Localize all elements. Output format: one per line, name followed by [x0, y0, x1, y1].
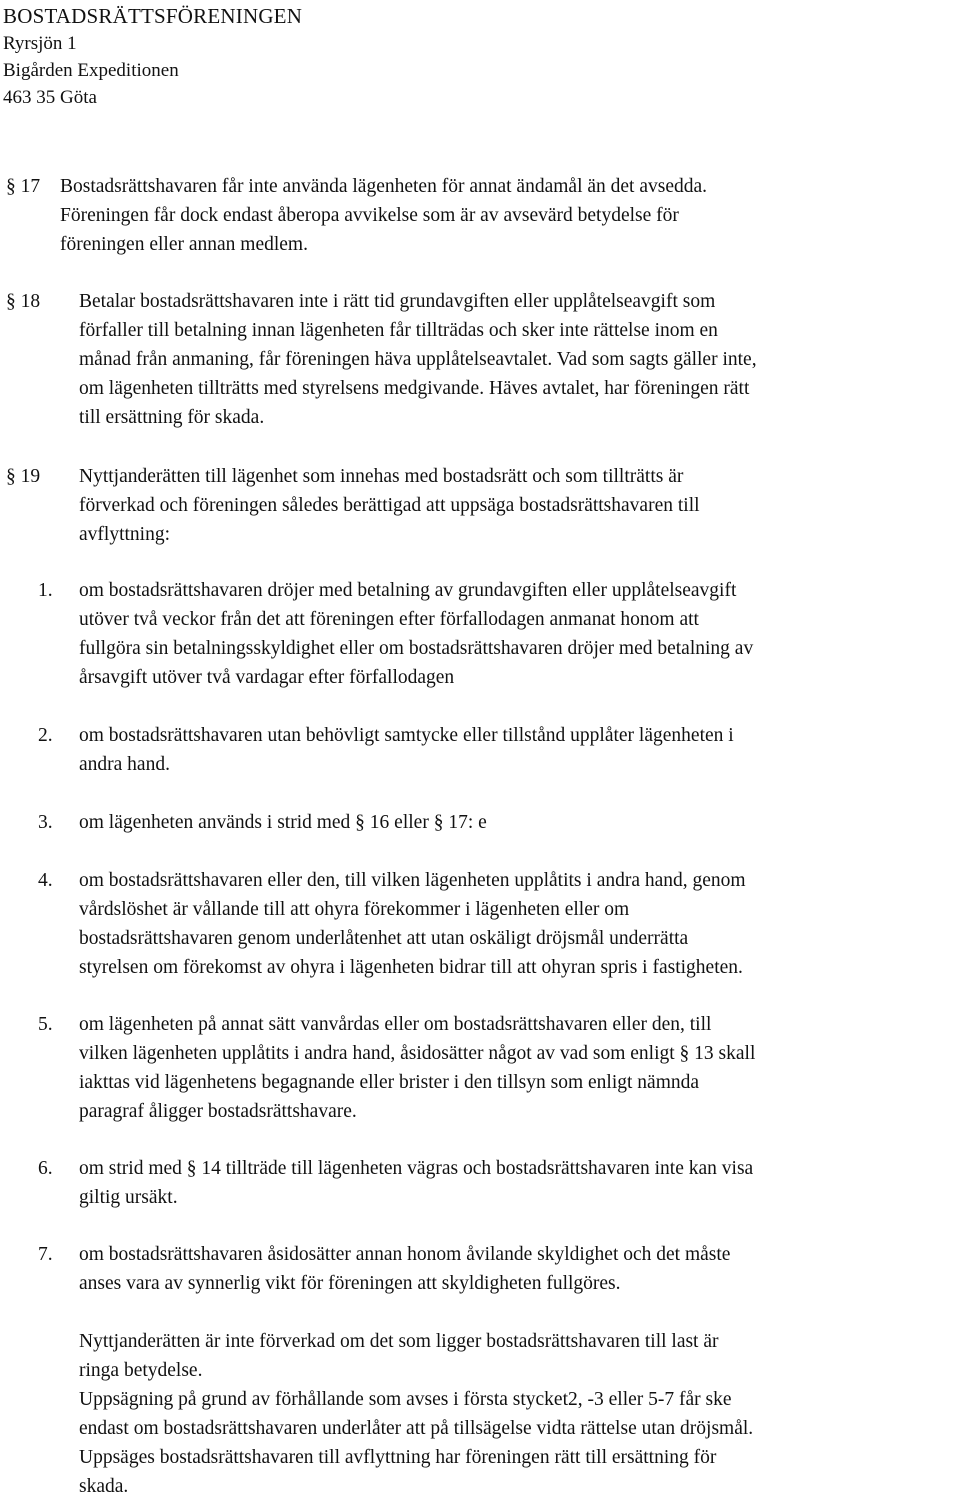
- section-label: § 19: [6, 466, 41, 487]
- text-line: andra hand.: [79, 754, 170, 775]
- text-line: endast om bostadsrättshavaren underlåter att på tillsägelse vidta rättelse utan dröjsmål.: [79, 1418, 754, 1439]
- text-line: förverkad och föreningen således berättigad att uppsäga bostadsrättshavaren till: [79, 495, 700, 516]
- text-line: iakttas vid lägenhetens begagnande eller brister i den tillsyn som enligt nämnda: [79, 1072, 700, 1093]
- item-number: 5.: [38, 1014, 53, 1035]
- text-line: om bostadsrättshavaren eller den, till vilken lägenheten upplåtits i andra hand, genom: [79, 870, 746, 891]
- address-line: 463 35 Göta: [3, 87, 97, 108]
- text-line: bostadsrättshavaren genom underlåtenhet att utan oskäligt dröjsmål underrätta: [79, 928, 689, 949]
- text-line: om bostadsrättshavaren dröjer med betalning av grundavgiften eller upplåtelseavgift: [79, 580, 737, 601]
- item-text: [79, 808, 951, 837]
- section-text: [79, 287, 951, 432]
- text-line: om lägenheten används i strid med § 16 eller § 17: e: [79, 812, 487, 833]
- text-line: giltig ursäkt.: [79, 1187, 178, 1208]
- text-line: anses vara av synnerlig vikt för föreningen att skyldigheten fullgöres.: [79, 1273, 621, 1294]
- text-line: förfaller till betalning innan lägenheten får tillträdas och sker inte rättelse inom en: [79, 320, 718, 341]
- text-line: fullgöra sin betalningsskyldighet eller om bostadsrättshavaren dröjer med betalning av: [79, 638, 754, 659]
- text-line: föreningen eller annan medlem.: [60, 234, 308, 255]
- section-text: [60, 172, 932, 259]
- section-label: § 17: [6, 176, 41, 197]
- item-text: [79, 866, 951, 982]
- closing-paragraph: [79, 1443, 951, 1501]
- text-line: till ersättning för skada.: [79, 407, 265, 428]
- section-text: [79, 462, 951, 549]
- text-line: årsavgift utöver två vardagar efter förfallodagen: [79, 667, 455, 688]
- closing-paragraph: [79, 1327, 951, 1385]
- item-number: 7.: [38, 1244, 53, 1265]
- text-line: Bostadsrättshavaren får inte använda lägenheten för annat ändamål än det avsedda.: [60, 176, 708, 197]
- text-line: avflyttning:: [79, 524, 170, 545]
- text-line: vilken lägenheten upplåtits i andra hand, åsidosätter något av vad som enligt § 13 skall: [79, 1043, 756, 1064]
- item-text: [79, 1010, 951, 1126]
- text-line: Betalar bostadsrättshavaren inte i rätt tid grundavgiften eller upplåtelseavgift som: [79, 291, 716, 312]
- text-line: Uppsäges bostadsrättshavaren till avflyttning har föreningen rätt till ersättning för: [79, 1447, 717, 1468]
- text-line: Föreningen får dock endast åberopa avvikelse som är av avsevärd betydelse för: [60, 205, 679, 226]
- text-line: ringa betydelse.: [79, 1360, 203, 1381]
- text-line: Uppsägning på grund av förhållande som avses i första stycket2, -3 eller 5-7 får ske: [79, 1389, 732, 1410]
- text-line: Nyttjanderätten är inte förverkad om det som ligger bostadsrättshavaren till last är: [79, 1331, 719, 1352]
- text-line: om lägenheten tillträtts med styrelsens medgivande. Häves avtalet, har föreningen rätt: [79, 378, 750, 399]
- text-line: vårdslöshet är vållande till att ohyra förekommer i lägenheten eller om: [79, 899, 630, 920]
- item-number: 3.: [38, 812, 53, 833]
- item-number: 6.: [38, 1158, 53, 1179]
- item-text: [79, 1154, 951, 1212]
- item-number: 2.: [38, 725, 53, 746]
- address-line: Ryrsjön 1: [3, 33, 77, 54]
- item-text: [79, 1240, 951, 1298]
- item-text: [79, 576, 951, 692]
- letterhead: [3, 2, 302, 111]
- item-number: 1.: [38, 580, 53, 601]
- text-line: om bostadsrättshavaren åsidosätter annan honom åvilande skyldighet och det måste: [79, 1244, 731, 1265]
- address-line: Bigården Expeditionen: [3, 60, 179, 81]
- item-text: [79, 721, 951, 779]
- text-line: styrelsen om förekomst av ohyra i lägenheten bidrar till att ohyran spris i fastigheten.: [79, 957, 743, 978]
- text-line: om strid med § 14 tillträde till lägenheten vägras och bostadsrättshavaren inte kan visa: [79, 1158, 754, 1179]
- text-line: Nyttjanderätten till lägenhet som innehas med bostadsrätt och som tillträtts är: [79, 466, 684, 487]
- section-label: § 18: [6, 291, 41, 312]
- text-line: paragraf åligger bostadsrättshavare.: [79, 1101, 357, 1122]
- text-line: utöver två veckor från det att föreningen efter förfallodagen anmanat honom att: [79, 609, 699, 630]
- text-line: om bostadsrättshavaren utan behövligt samtycke eller tillstånd upplåter lägenheten i: [79, 725, 734, 746]
- text-line: om lägenheten på annat sätt vanvårdas eller om bostadsrättshavaren eller den, till: [79, 1014, 712, 1035]
- text-line: månad från anmaning, får föreningen häva upplåtelseavtalet. Vad som sagts gäller inte,: [79, 349, 757, 370]
- closing-paragraph: [79, 1385, 951, 1443]
- organization-name: BOSTADSRÄTTSFÖRENINGEN: [3, 4, 303, 28]
- text-line: skada.: [79, 1476, 129, 1497]
- item-number: 4.: [38, 870, 53, 891]
